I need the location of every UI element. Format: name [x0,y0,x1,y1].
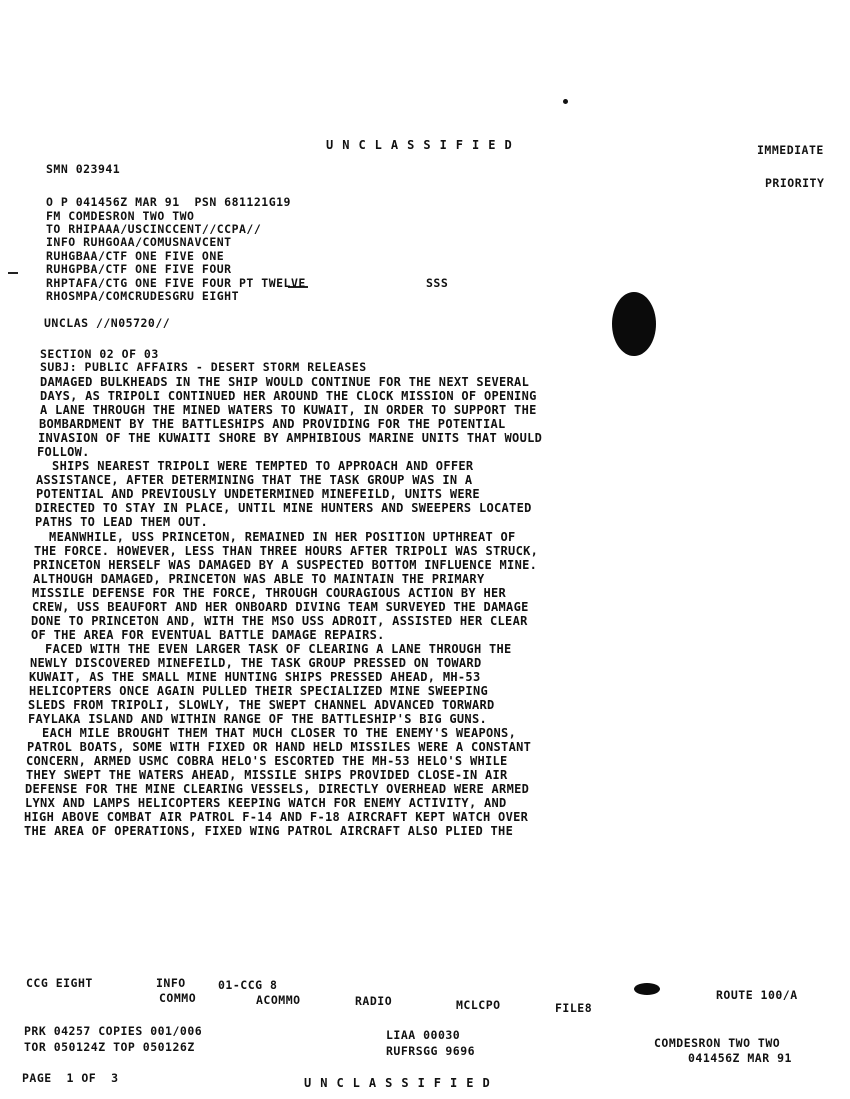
dist-mclcpo: MCLCPO [456,998,501,1012]
origin-dtg: 041456Z MAR 91 [688,1051,792,1065]
subject-line: SUBJ: PUBLIC AFFAIRS - DESERT STORM RELEASES [40,360,367,374]
body-line: THEY SWEPT THE WATERS AHEAD, MISSILE SHIPS PROVIDED CLOSE-IN AIR [26,768,508,782]
body-line: BOMBARDMENT BY THE BATTLESHIPS AND PROVIDING FOR THE POTENTIAL [39,417,506,431]
section-line: SECTION 02 OF 03 [40,347,159,361]
routing-line: RHOSMPA/COMCRUDESGRU EIGHT [46,289,240,303]
routing-line: FM COMDESRON TWO TWO [46,209,195,223]
routing-line: RUHGBAA/CTF ONE FIVE ONE [46,249,225,263]
body-line: ALTHOUGH DAMAGED, PRINCETON WAS ABLE TO MAINTAIN THE PRIMARY [33,572,485,586]
body-line: FOLLOW. [37,445,90,459]
routing-line: INFO RUHGOAA/COMUSNAVCENT [46,235,232,249]
unclas-line: UNCLAS //N05720// [44,316,171,330]
origin-line: COMDESRON TWO TWO [654,1036,781,1050]
classification-top: UNCLASSIFIED [326,138,521,152]
body-line: FACED WITH THE EVEN LARGER TASK OF CLEARING A LANE THROUGH THE [30,642,512,656]
routing-line: RUHGPBA/CTF ONE FIVE FOUR [46,262,232,276]
body-line: KUWAIT, AS THE SMALL MINE HUNTING SHIPS PRESSED AHEAD, MH-53 [29,670,481,684]
body-line: DAMAGED BULKHEADS IN THE SHIP WOULD CONTINUE FOR THE NEXT SEVERAL [40,375,530,389]
body-line: EACH MILE BROUGHT THEM THAT MUCH CLOSER TO THE ENEMY'S WEAPONS, [27,726,517,740]
classification-bottom: UNCLASSIFIED [304,1076,499,1090]
body-line: HELICOPTERS ONCE AGAIN PULLED THEIR SPECIALIZED MINE SWEEPING [29,684,489,698]
tor-line: TOR 050124Z TOP 050126Z [24,1040,195,1054]
body-line: SHIPS NEAREST TRIPOLI WERE TEMPTED TO APPROACH AND OFFER [37,459,474,473]
body-line: DAYS, AS TRIPOLI CONTINUED HER AROUND THE CLOCK MISSION OF OPENING [40,389,537,403]
body-line: ASSISTANCE, AFTER DETERMINING THAT THE TASK GROUP WAS IN A [36,473,473,487]
routing-line: RHPTAFA/CTG ONE FIVE FOUR PT TWELVE [46,276,306,290]
routing-line: O P 041456Z MAR 91 PSN 681121G19 [46,195,291,209]
ccg-label: CCG EIGHT [26,976,93,990]
rufrsgg-line: RUFRSGG 9696 [386,1044,476,1058]
body-line: THE FORCE. HOWEVER, LESS THAN THREE HOURS AFTER TRIPOLI WAS STRUCK, [34,544,539,558]
page-number: PAGE 1 OF 3 [22,1071,119,1085]
body-line: PATHS TO LEAD THEM OUT. [35,515,209,529]
precedence-immediate: IMMEDIATE [757,143,824,157]
body-line: FAYLAKA ISLAND AND WITHIN RANGE OF THE BATTLESHIP'S BIG GUNS. [28,712,488,726]
message-serial: SMN 023941 [46,162,121,176]
body-line: PRINCETON HERSELF WAS DAMAGED BY A SUSPECTED BOTTOM INFLUENCE MINE. [33,558,538,572]
body-line: OF THE AREA FOR EVENTUAL BATTLE DAMAGE REPAIRS. [31,628,385,642]
body-line: INVASION OF THE KUWAITI SHORE BY AMPHIBIOUS MARINE UNITS THAT WOULD [38,431,543,445]
routing-line: TO RHIPAAA/USCINCCENT//CCPA// [46,222,262,236]
body-line: PATROL BOATS, SOME WITH FIXED OR HAND HELD MISSILES WERE A CONSTANT [27,740,532,754]
body-line: THE AREA OF OPERATIONS, FIXED WING PATROL AIRCRAFT ALSO PLIED THE [24,824,514,838]
body-line: DIRECTED TO STAY IN PLACE, UNTIL MINE HUNTERS AND SWEEPERS LOCATED [35,501,532,515]
routing-mark: SSS [426,276,449,290]
body-line: NEWLY DISCOVERED MINEFEILD, THE TASK GROUP PRESSED ON TOWARD [30,656,482,670]
body-line: MEANWHILE, USS PRINCETON, REMAINED IN HER POSITION UPTHREAT OF [34,530,516,544]
prk-line: PRK 04257 COPIES 001/006 [24,1024,203,1038]
body-line: CREW, USS BEAUFORT AND HER ONBOARD DIVING TEAM SURVEYED THE DAMAGE [32,600,529,614]
liaa-line: LIAA 00030 [386,1028,461,1042]
body-line: DEFENSE FOR THE MINE CLEARING VESSELS, DIRECTLY OVERHEAD WERE ARMED [25,782,530,796]
body-line: SLEDS FROM TRIPOLI, SLOWLY, THE SWEPT CHANNEL ADVANCED TORWARD [28,698,495,712]
body-line: LYNX AND LAMPS HELICOPTERS KEEPING WATCH FOR ENEMY ACTIVITY, AND [25,796,507,810]
body-line: HIGH ABOVE COMBAT AIR PATROL F-14 AND F-18 AIRCRAFT KEPT WATCH OVER [24,810,529,824]
dist-radio: RADIO [355,994,393,1008]
body-line: A LANE THROUGH THE MINED WATERS TO KUWAIT, IN ORDER TO SUPPORT THE [40,403,537,417]
dist-file: FILE8 [555,1001,593,1015]
info-value: 01-CCG 8 [218,978,278,992]
body-line: MISSILE DEFENSE FOR THE FORCE, THROUGH COURAGIOUS ACTION BY HER [32,586,507,600]
body-line: CONCERN, ARMED USMC COBRA HELO'S ESCORTED THE MH-53 HELO'S WHILE [26,754,508,768]
info-label: INFO [156,976,186,990]
dist-acommo: ACOMMO [256,993,301,1007]
body-line: DONE TO PRINCETON AND, WITH THE MSO USS ADROIT, ASSISTED HER CLEAR [31,614,528,628]
dist-commo: COMMO [159,991,197,1005]
precedence-priority: PRIORITY [765,176,825,190]
body-line: POTENTIAL AND PREVIOUSLY UNDETERMINED MINEFEILD, UNITS WERE [36,487,480,501]
route-label: ROUTE 100/A [716,988,798,1002]
